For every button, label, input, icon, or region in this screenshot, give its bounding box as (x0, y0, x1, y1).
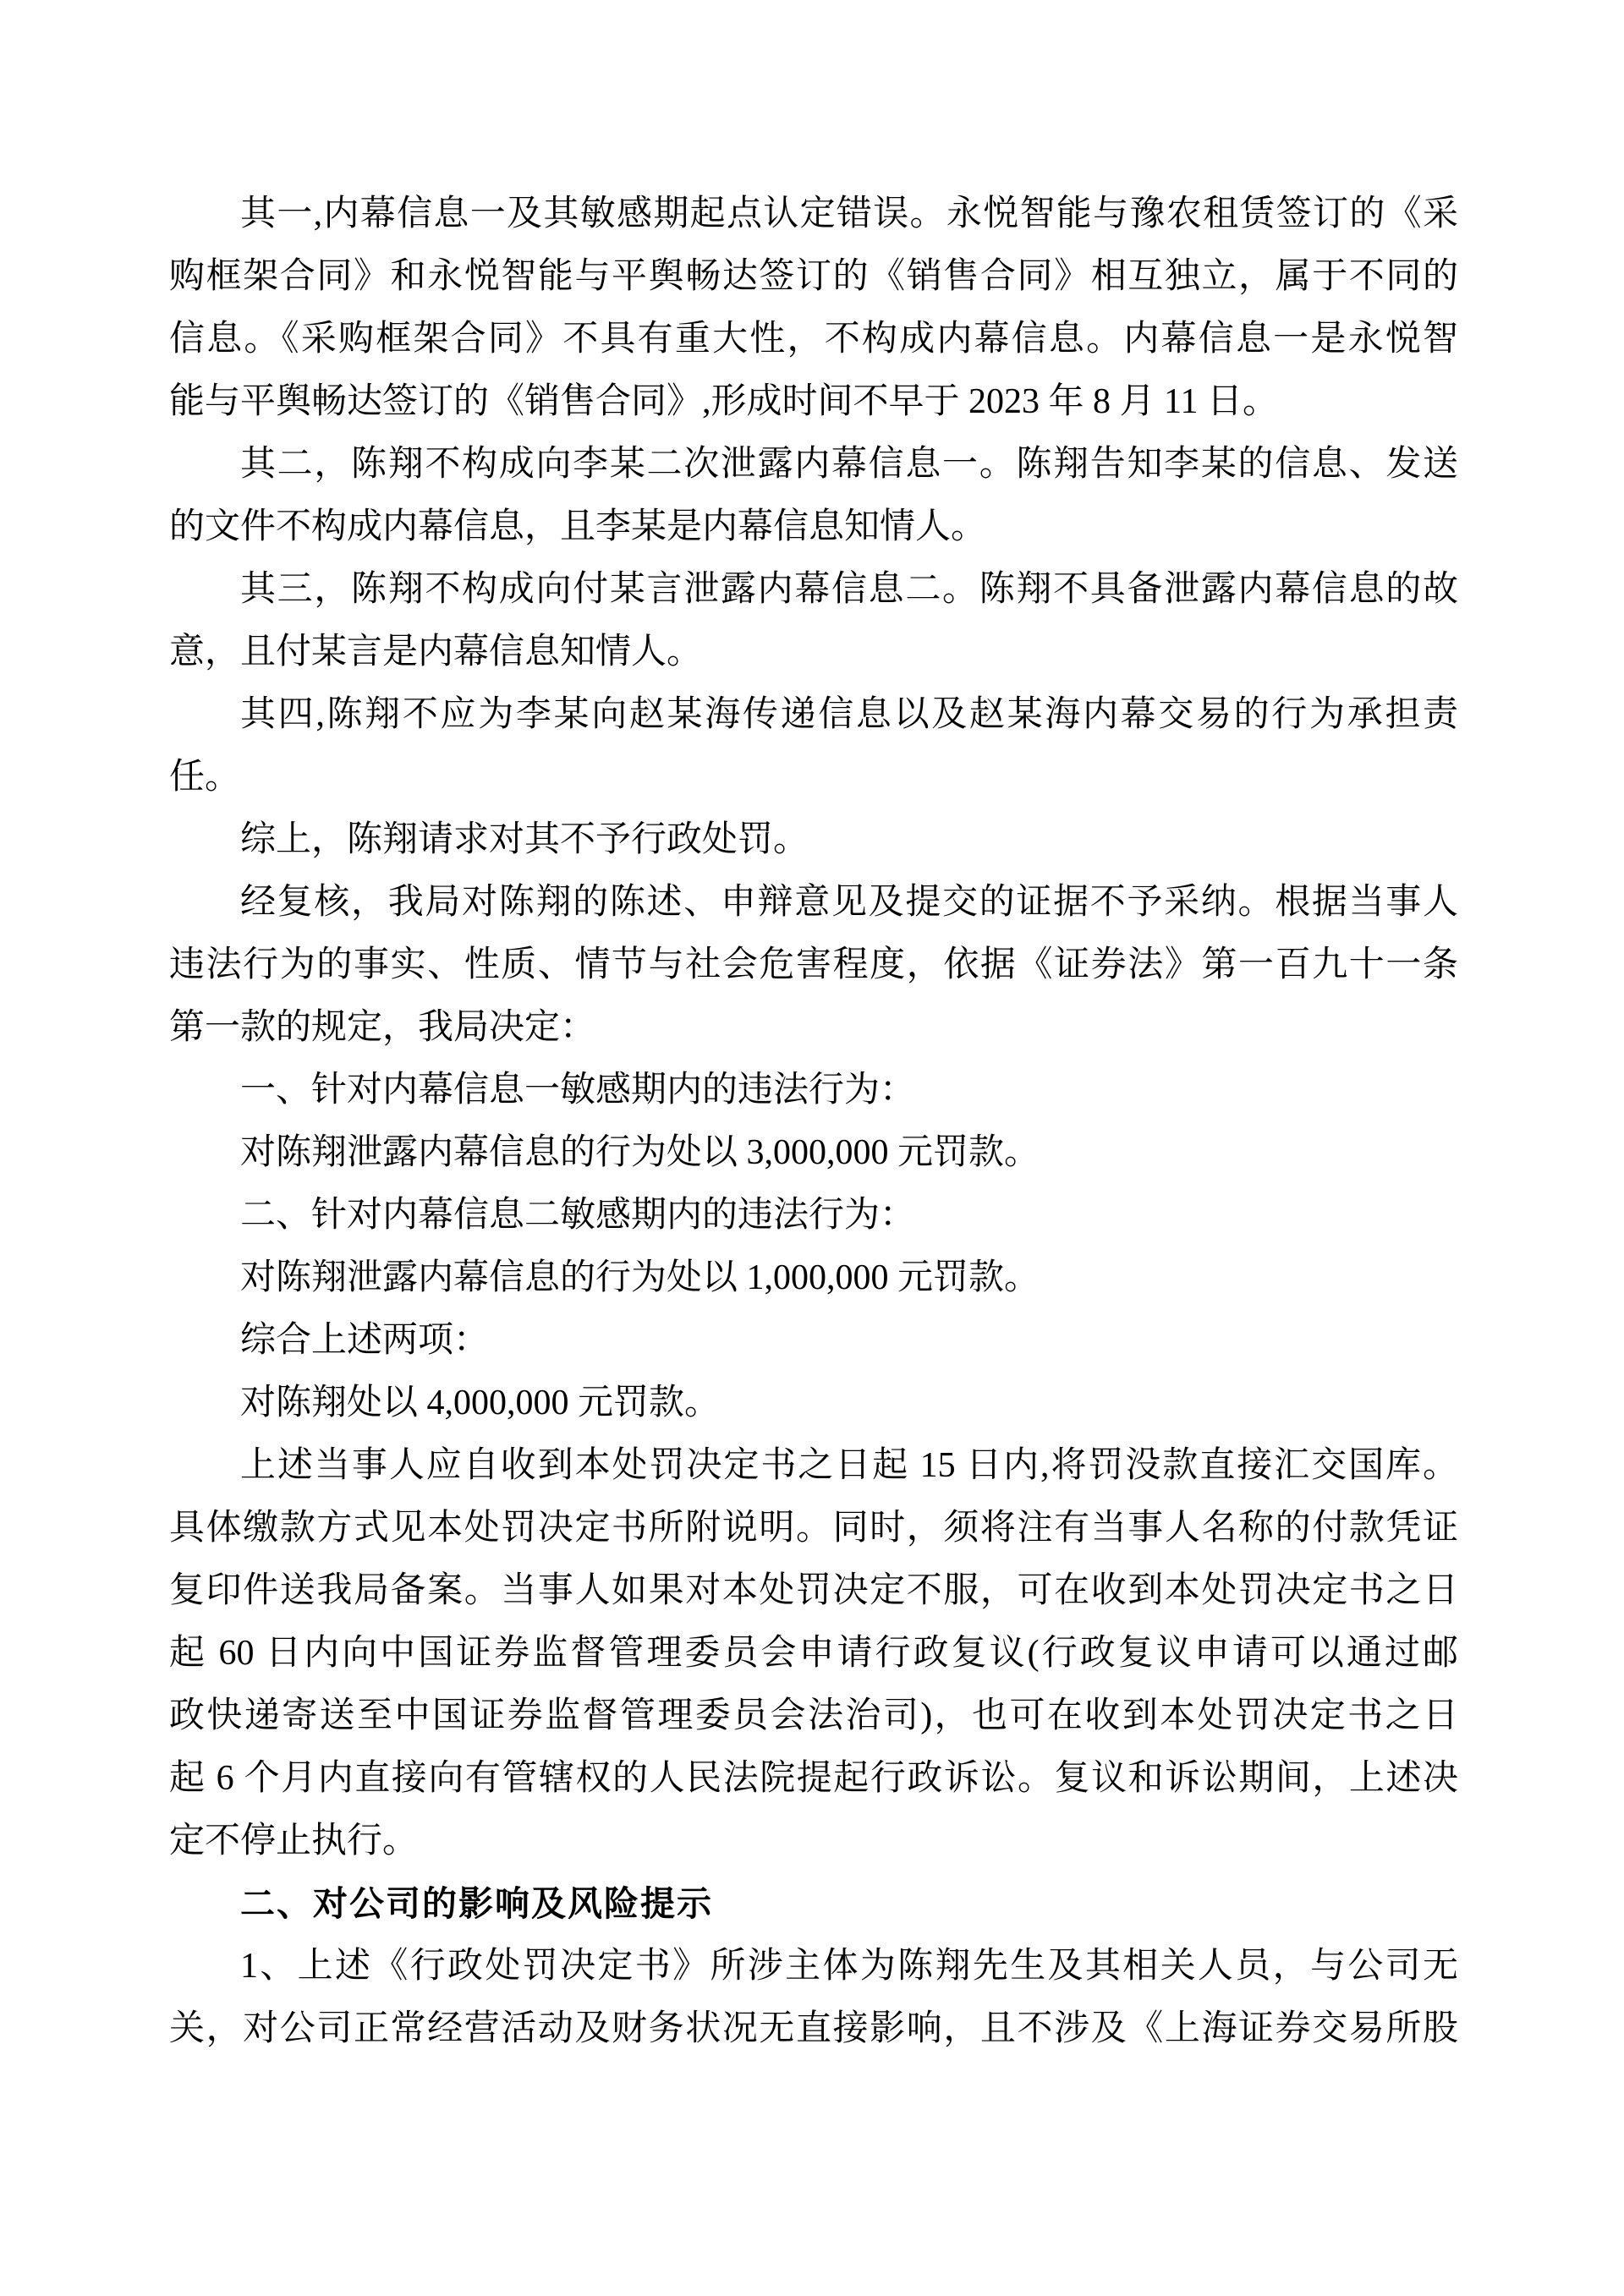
document-line: 对陈翔泄露内幕信息的行为处以 3,000,000 元罚款。 (240, 1133, 1040, 1172)
document-line: 定不停止执行。 (169, 1822, 419, 1860)
document-line: 起 6 个月内直接向有管辖权的人民法院提起行政诉讼。复议和诉讼期间，上述决 (169, 1759, 1458, 1798)
document-line: 具体缴款方式见本处罚决定书所附说明。同时，须将注有当事人名称的付款凭证 (169, 1509, 1458, 1548)
document-line: 违法行为的事实、性质、情节与社会危害程度，依据《证券法》第一百九十一条 (169, 945, 1458, 984)
document-line: 的文件不构成内幕信息，且李某是内幕信息知情人。 (169, 507, 987, 546)
document-line: 复印件送我局备案。当事人如果对本处罚决定不服，可在收到本处罚决定书之日 (169, 1571, 1458, 1610)
document-line: 对陈翔处以 4,000,000 元罚款。 (240, 1384, 721, 1422)
document-line: 1、上述《行政处罚决定书》所涉主体为陈翔先生及其相关人员，与公司无 (240, 1947, 1458, 1986)
document-line: 综合上述两项： (240, 1321, 490, 1360)
document-line: 一、针对内幕信息一敏感期内的违法行为： (240, 1071, 916, 1110)
document-line: 信息。《采购框架合同》不具有重大性，不构成内幕信息。内幕信息一是永悦智 (169, 320, 1458, 359)
document-line: 其一,内幕信息一及其敏感期起点认定错误。永悦智能与豫农租赁签订的《采 (240, 195, 1458, 233)
document-line: 政快递寄送至中国证券监督管理委员会法治司)，也可在收到本处罚决定书之日 (169, 1696, 1458, 1735)
section-heading: 二、对公司的影响及风险提示 (240, 1883, 713, 1924)
document-line: 其四,陈翔不应为李某向赵某海传递信息以及赵某海内幕交易的行为承担责 (240, 695, 1458, 734)
document-line: 上述当事人应自收到本处罚决定书之日起 15 日内,将罚没款直接汇交国库。 (240, 1446, 1458, 1485)
document-line: 意，且付某言是内幕信息知情人。 (169, 633, 703, 671)
document-text-block (169, 183, 1458, 2060)
document-line: 关，对公司正常经营活动及财务状况无直接影响，且不涉及《上海证券交易所股 (169, 2009, 1458, 2048)
document-line: 起 60 日内向中国证券监督管理委员会申请行政复议(行政复议申请可以通过邮 (169, 1634, 1458, 1673)
document-line: 二、针对内幕信息二敏感期内的违法行为： (240, 1196, 916, 1235)
document-line: 其三，陈翔不构成向付某言泄露内幕信息二。陈翔不具备泄露内幕信息的故 (240, 570, 1458, 609)
document-line: 购框架合同》和永悦智能与平舆畅达签订的《销售合同》相互独立，属于不同的 (169, 257, 1458, 296)
document-line: 对陈翔泄露内幕信息的行为处以 1,000,000 元罚款。 (240, 1258, 1040, 1297)
document-line: 综上，陈翔请求对其不予行政处罚。 (240, 820, 809, 859)
document-line: 经复核，我局对陈翔的陈述、申辩意见及提交的证据不予采纳。根据当事人 (240, 883, 1458, 922)
document-line: 第一款的规定，我局决定： (169, 1008, 596, 1047)
document-line: 能与平舆畅达签订的《销售合同》,形成时间不早于 2023 年 8 月 11 日。 (169, 382, 1278, 421)
document-line: 任。 (169, 758, 241, 797)
document-line: 其二，陈翔不构成向李某二次泄露内幕信息一。陈翔告知李某的信息、发送 (240, 445, 1458, 484)
